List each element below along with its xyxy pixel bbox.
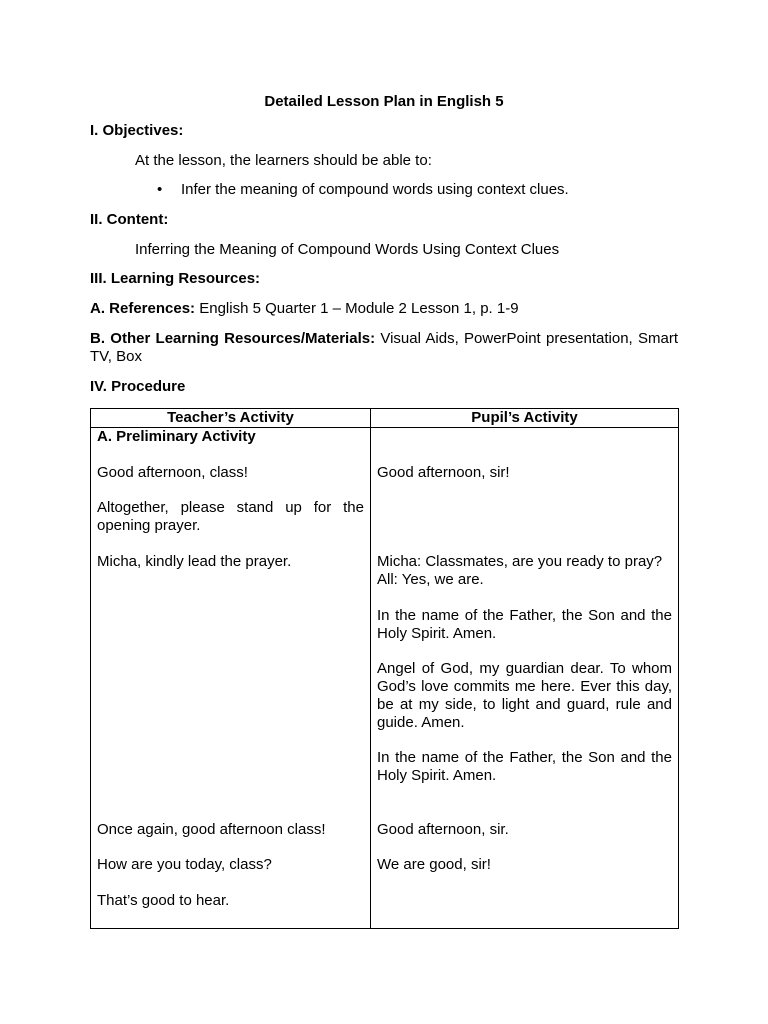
teacher-activity-cell bbox=[91, 428, 371, 929]
references-text: English 5 Quarter 1 – Module 2 Lesson 1, p. 1-9 bbox=[199, 300, 519, 317]
pupil-activity-cell bbox=[371, 428, 679, 929]
pupil-line: Micha: Classmates, are you ready to pray? bbox=[377, 553, 663, 570]
content-text: Inferring the Meaning of Compound Words Using Context Clues bbox=[135, 241, 560, 258]
other-resources-text: Visual Aids, PowerPoint presentation, Smart TV, Box bbox=[90, 330, 678, 365]
objectives-heading: I. Objectives: bbox=[90, 122, 184, 139]
teacher-line: That’s good to hear. bbox=[97, 892, 230, 909]
document-title: Detailed Lesson Plan in English 5 bbox=[264, 93, 504, 110]
teacher-line: Good afternoon, class! bbox=[97, 464, 248, 481]
objectives-intro: At the lesson, the learners should be able to: bbox=[135, 152, 432, 169]
other-resources-line bbox=[90, 330, 678, 366]
pupil-line: We are good, sir! bbox=[377, 856, 491, 873]
procedure-heading: IV. Procedure bbox=[90, 378, 186, 395]
content-heading: II. Content: bbox=[90, 211, 169, 228]
other-resources-label: B. Other Learning Resources/Materials: bbox=[90, 330, 376, 347]
pupil-line: All: Yes, we are. bbox=[377, 571, 484, 588]
bullet-icon: • bbox=[157, 181, 163, 198]
section-a-heading: A. Preliminary Activity bbox=[97, 428, 256, 445]
pupil-activity-header: Pupil’s Activity bbox=[371, 409, 679, 428]
teacher-line: Micha, kindly lead the prayer. bbox=[97, 553, 292, 570]
table-header-row bbox=[91, 409, 679, 428]
resources-heading: III. Learning Resources: bbox=[90, 270, 261, 287]
pupil-line: Angel of God, my guardian dear. To whom God’s love commits me here. Ever this day, be at my side, to light and guard, rule and guide. Amen. bbox=[377, 660, 672, 731]
pupil-line: Good afternoon, sir! bbox=[377, 464, 510, 481]
pupil-line: In the name of the Father, the Son and the Holy Spirit. Amen. bbox=[377, 607, 672, 642]
pupil-line: Good afternoon, sir. bbox=[377, 821, 509, 838]
teacher-line: Once again, good afternoon class! bbox=[97, 821, 326, 838]
procedure-table bbox=[90, 408, 679, 929]
objective-item: Infer the meaning of compound words using context clues. bbox=[181, 181, 569, 198]
references-label: A. References: bbox=[90, 300, 196, 317]
references-line bbox=[90, 300, 519, 318]
pupil-line: In the name of the Father, the Son and the Holy Spirit. Amen. bbox=[377, 749, 672, 784]
teacher-line: Altogether, please stand up for the opening prayer. bbox=[97, 499, 364, 534]
teacher-activity-header: Teacher’s Activity bbox=[91, 409, 371, 428]
teacher-line: How are you today, class? bbox=[97, 856, 272, 873]
table-row bbox=[91, 428, 679, 929]
